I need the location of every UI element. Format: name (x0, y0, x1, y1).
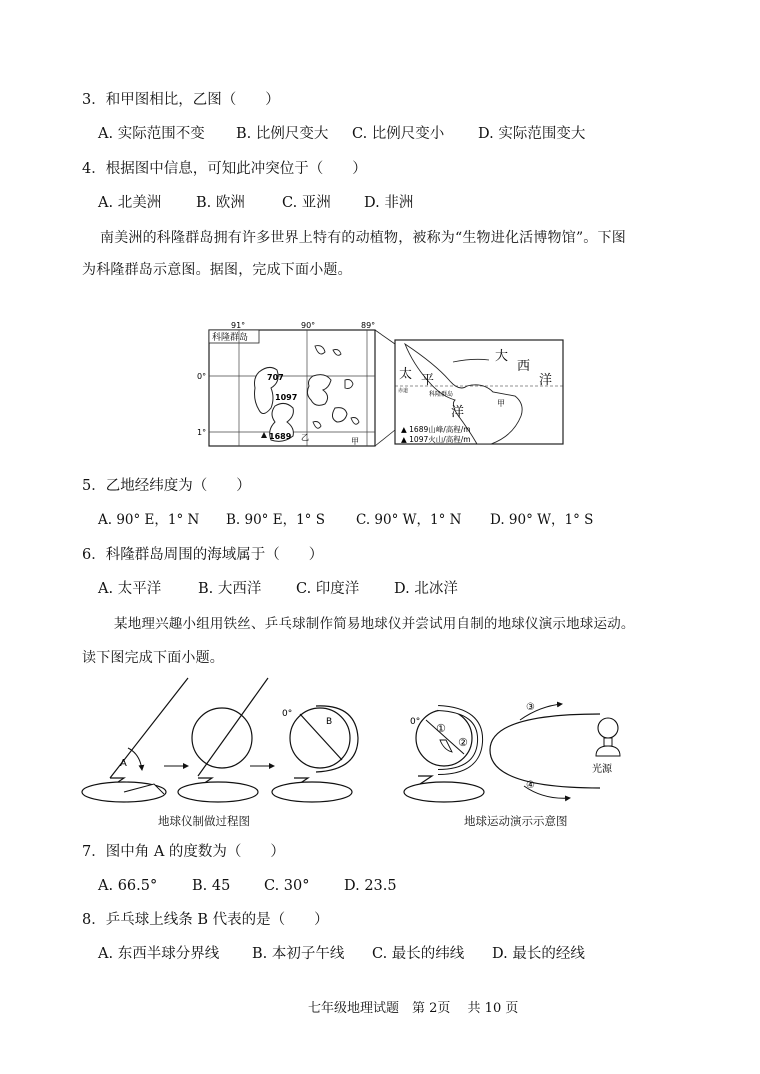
question-6-stem: 6．科隆群岛周围的海域属于（ ） (82, 547, 324, 563)
page-footer: 七年级地理试题 第 2页 共 10 页 (308, 1001, 519, 1016)
lon-label-91: 91° (231, 322, 246, 330)
q8-option-d[interactable]: D. 最长的经线 (492, 946, 585, 962)
inset-pacific-2: 平 (421, 373, 435, 388)
q6-option-b[interactable]: B. 大西洋 (198, 581, 262, 597)
inset-atlantic-1: 大 (495, 349, 509, 364)
q4-option-d[interactable]: D. 非洲 (364, 195, 414, 211)
inset-jia: 甲 (497, 399, 505, 408)
passage-2-line-1: 某地理兴趣小组用铁丝、乒乓球制作简易地球仪并尝试用自制的地球仪演示地球运动。 (114, 616, 635, 632)
q5-option-b[interactable]: B. 90° E，1° S (226, 512, 325, 528)
peak-707-label: 707 (267, 373, 284, 382)
lat-label-0: 0° (197, 372, 207, 381)
map-title: 科隆群岛 (212, 333, 249, 343)
q6-option-a[interactable]: A. 太平洋 (98, 581, 162, 597)
passage-1-line-1: 南美洲的科隆群岛拥有许多世界上特有的动植物，被称为“生物进化活博物馆”。下图 (100, 230, 626, 246)
q5-option-a[interactable]: A. 90° E，1° N (98, 512, 200, 528)
inset-galapagos: 科隆群岛 (429, 391, 454, 398)
q3-option-b[interactable]: B. 比例尺变大 (236, 126, 329, 142)
q3-option-a[interactable]: A. 实际范围不变 (98, 126, 205, 142)
question-5-stem: 5．乙地经纬度为（ ） (82, 478, 251, 494)
q6-option-c[interactable]: C. 印度洋 (296, 581, 360, 597)
q3-option-d[interactable]: D. 实际范围变大 (478, 126, 586, 142)
q4-option-b[interactable]: B. 欧洲 (196, 195, 245, 211)
angle-a-label: A (120, 758, 127, 769)
q8-option-c[interactable]: C. 最长的纬线 (372, 946, 465, 962)
q8-option-b[interactable]: B. 本初子午线 (252, 946, 345, 962)
volcano-1097-label: 1097 (275, 393, 298, 402)
q7-option-c[interactable]: C. 30° (264, 878, 310, 894)
galapagos-map-figure (195, 322, 565, 450)
lon-label-89: 89° (361, 322, 376, 330)
line-b-label: B (326, 717, 333, 727)
inset-equator: 赤道 (398, 388, 409, 394)
q7-option-a[interactable]: A. 66.5° (98, 878, 158, 894)
point-yi-label: 乙 (301, 433, 309, 442)
arrow-1-label: ① (436, 722, 446, 735)
lat-label-1: 1° (197, 428, 207, 437)
arrow-3-label: ③ (526, 702, 535, 713)
question-8-stem: 8．乒乓球上线条 B 代表的是（ ） (82, 912, 329, 928)
zero-deg-label-2: 0° (410, 717, 421, 727)
passage-2-line-2: 读下图完成下面小题。 (82, 650, 224, 666)
q7-option-b[interactable]: B. 45 (192, 878, 231, 894)
legend-peak: ▲ 1689山峰/高程/m (401, 425, 471, 434)
arrow-2-label: ② (458, 736, 468, 749)
point-jia-label: 甲 (351, 437, 359, 446)
q8-option-a[interactable]: A. 东西半球分界线 (98, 946, 220, 962)
peak-1689-label: 1689 (269, 432, 292, 441)
q4-option-a[interactable]: A. 北美洲 (98, 195, 162, 211)
caption-earth-motion: 地球运动演示示意图 (464, 814, 568, 828)
inset-pacific-1: 太 (399, 367, 413, 382)
q3-option-c[interactable]: C. 比例尺变小 (352, 126, 445, 142)
q7-option-d[interactable]: D. 23.5 (344, 878, 397, 894)
light-source-label: 光源 (592, 764, 612, 775)
inset-atlantic-2: 西 (517, 359, 531, 374)
q5-option-c[interactable]: C. 90° W，1° N (356, 512, 462, 528)
question-7-stem: 7．图中角 A 的度数为（ ） (82, 844, 285, 860)
arrow-4-label: ④ (526, 780, 535, 791)
inset-atlantic-3: 洋 (539, 373, 553, 388)
passage-1-line-2: 为科隆群岛示意图。据图，完成下面小题。 (82, 262, 352, 278)
globe-figure (80, 676, 680, 806)
q6-option-d[interactable]: D. 北冰洋 (394, 581, 458, 597)
zero-deg-label-1: 0° (282, 709, 293, 719)
question-3-stem: 3．和甲图相比，乙图（ ） (82, 92, 280, 108)
question-4-stem: 4．根据图中信息，可知此冲突位于（ ） (82, 161, 367, 177)
inset-pacific-3: 洋 (451, 405, 465, 420)
legend-volcano: ▲ 1097火山/高程/m (401, 435, 471, 444)
q4-option-c[interactable]: C. 亚洲 (282, 195, 331, 211)
caption-globe-making: 地球仪制做过程图 (158, 814, 250, 828)
lon-label-90: 90° (301, 322, 316, 330)
q5-option-d[interactable]: D. 90° W，1° S (490, 512, 594, 528)
